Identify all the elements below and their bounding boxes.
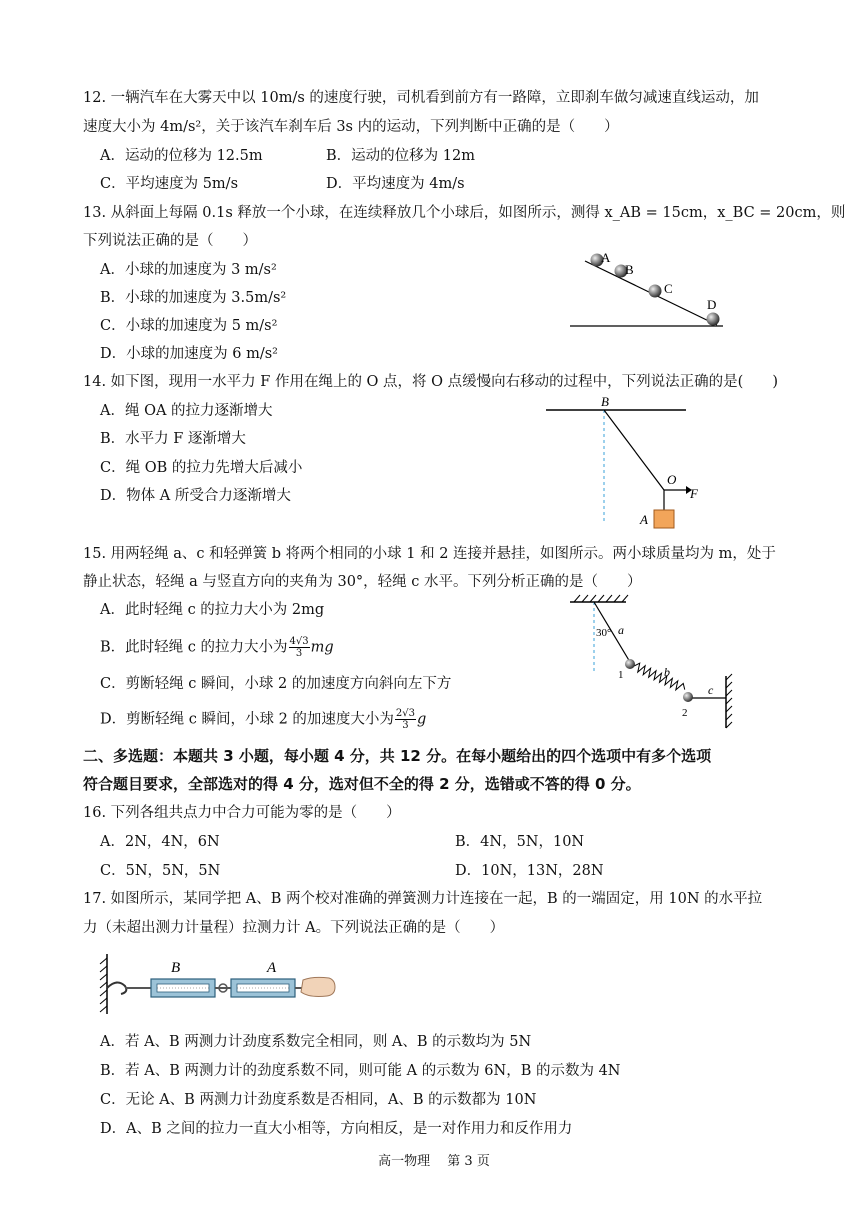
q15-option-b [100, 636, 334, 659]
q15-option-a: A．此时轻绳 c 的拉力大小为 2mg [100, 602, 325, 618]
q14-option-c: C．绳 OB 的拉力先增大后减小 [100, 460, 303, 476]
q14-option-d: D．物体 A 所受合力逐渐增大 [100, 488, 291, 504]
label-b: B [625, 262, 634, 277]
q17-option-c: C．无论 A、B 两测力计劲度系数是否相同，A、B 的示数都为 10N [100, 1092, 537, 1108]
q14-stem-line1: 14. 如下图，现用一水平力 F 作用在绳上的 O 点，将 O 点缓慢向右移动的过程中，下列说法正确的是( ) [83, 374, 778, 390]
q13-stem-line2: 下列说法正确的是（ ） [83, 233, 257, 249]
q15-option-b-text: B．此时轻绳 c 的拉力大小为 [100, 639, 288, 656]
q13-option-a: A．小球的加速度为 3 m/s² [100, 262, 277, 278]
q15-spring-figure [560, 592, 740, 732]
q17-option-a: A．若 A、B 两测力计劲度系数完全相同，则 A、B 的示数均为 5N [100, 1034, 532, 1050]
q16-option-d: D．10N，13N，28N [455, 863, 604, 879]
q13-option-c: C．小球的加速度为 5 m/s² [100, 318, 278, 334]
label-d: D [707, 297, 717, 312]
q13-option-b: B．小球的加速度为 3.5m/s² [100, 290, 287, 306]
q15-option-d-text: D．剪断轻绳 c 瞬间，小球 2 的加速度大小为 [100, 711, 394, 728]
hand [301, 977, 335, 996]
label-c: C [664, 281, 673, 296]
q13-incline-figure [565, 245, 735, 335]
section2-heading-line2: 符合题目要求，全部选对的得 4 分，选对但不全的得 2 分，选错或不答的得 0 分。 [83, 775, 641, 793]
ball-2 [683, 692, 693, 702]
label-o: O [667, 472, 677, 487]
block-a [654, 510, 674, 528]
q16-option-c: C．5N，5N，5N [100, 863, 221, 879]
q13-stem-line1: 13. 从斜面上每隔 0.1s 释放一个小球，在连续释放几个小球后，如图所示，测得 x_AB = 15cm，x_BC = 20cm，则 [83, 205, 846, 221]
label-c: c [708, 683, 714, 697]
label-b: B [601, 394, 609, 409]
q15-option-d [100, 708, 426, 731]
ball-d [707, 313, 720, 326]
q15-stem-line1: 15. 用两轻绳 a、c 和轻弹簧 b 将两个相同的小球 1 和 2 连接并悬挂，如图所示。两小球质量均为 m，处于 [83, 546, 776, 562]
unit: g [417, 711, 427, 728]
q12-stem-line2: 速度大小为 4m/s²，关于该汽车刹车后 3s 内的运动，下列判断中正确的是（ ） [83, 119, 619, 135]
q17-option-b: B．若 A、B 两测力计的劲度系数不同，则可能 A 的示数为 6N，B 的示数为 4N [100, 1063, 621, 1079]
q12-option-c: C．平均速度为 5m/s [100, 176, 239, 192]
q15-option-c: C．剪断轻绳 c 瞬间，小球 2 的加速度方向斜向左下方 [100, 676, 452, 692]
q16-option-a: A．2N，4N，6N [100, 834, 220, 850]
q16-stem-line1: 16. 下列各组共点力中合力可能为零的是（ ） [83, 805, 401, 821]
label-a: A [267, 960, 277, 976]
q12-option-d: D．平均速度为 4m/s [326, 176, 465, 192]
label-a: A [640, 512, 648, 527]
q14-rope-figure [540, 392, 700, 532]
label-1: 1 [618, 669, 624, 681]
ball-c [649, 285, 662, 298]
label-a: A [601, 250, 611, 265]
q12-option-a: A．运动的位移为 12.5m [100, 148, 263, 164]
q15-stem-line2: 静止状态，轻绳 a 与竖直方向的夹角为 30°，轻绳 c 水平。下列分析正确的是（ ） [83, 574, 642, 590]
q14-option-a: A．绳 OA 的拉力逐渐增大 [100, 403, 273, 419]
q17-stem-line1: 17. 如图所示，某同学把 A、B 两个校对准确的弹簧测力计连接在一起，B 的一端固定，用 10N 的水平拉 [83, 891, 763, 907]
q12-option-b: B．运动的位移为 12m [326, 148, 475, 164]
unit: mg [310, 639, 334, 656]
q17-stem-line2: 力（未超出测力计量程）拉测力计 A。下列说法正确的是（ ） [83, 920, 505, 936]
angle-label: 30° [596, 627, 612, 639]
label-a: a [618, 623, 624, 637]
fraction [289, 636, 310, 659]
numerator: 2√3 [395, 708, 416, 719]
q12-stem-line1: 12. 一辆汽车在大雾天中以 10m/s 的速度行驶，司机看到前方有一路障，立即刹车做匀减速直线运动，加 [83, 90, 759, 106]
q13-option-d: D．小球的加速度为 6 m/s² [100, 346, 278, 362]
denominator: 3 [295, 648, 303, 659]
q16-option-b: B．4N，5N，10N [455, 834, 585, 850]
q17-option-d: D．A、B 之间的拉力一直大小相等，方向相反，是一对作用力和反作用力 [100, 1121, 573, 1137]
denominator: 3 [402, 720, 409, 731]
fraction [395, 708, 416, 731]
page-footer: 高一物理 第 3 页 [378, 1154, 490, 1169]
label-2: 2 [682, 707, 688, 719]
q17-spring-scale-figure [95, 948, 340, 1018]
label-f: F [690, 486, 698, 501]
numerator: 4√3 [289, 636, 309, 647]
label-b: B [171, 960, 181, 976]
ball-1 [625, 659, 635, 669]
q14-option-b: B．水平力 F 逐渐增大 [100, 431, 246, 447]
label-b: b [664, 665, 670, 679]
section2-heading-line1: 二、多选题：本题共 3 小题，每小题 4 分，共 12 分。在每小题给出的四个选项中有多个选项 [83, 747, 712, 765]
